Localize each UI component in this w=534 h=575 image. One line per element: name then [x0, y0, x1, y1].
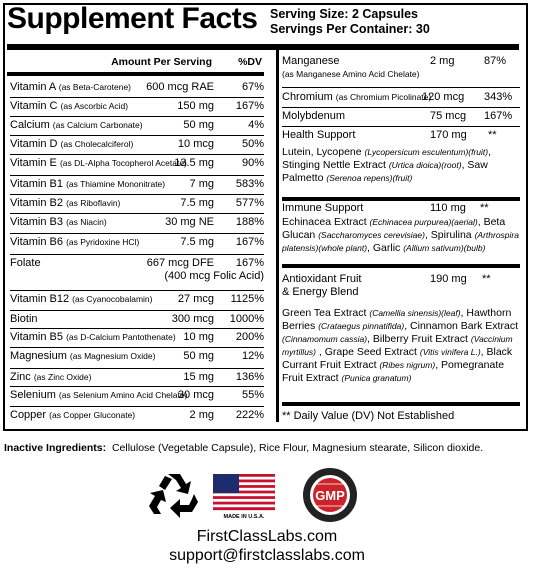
blend-amount: 110 mg	[430, 202, 466, 214]
blend-dv: **	[482, 273, 491, 285]
flag-canton	[213, 474, 239, 493]
nutrient-row	[10, 290, 264, 311]
inactive-text: Cellulose (Vegetable Capsule), Rice Flour, Magnesium stearate, Silicon dioxide.	[111, 442, 484, 454]
nutrient-source: (as Zinc Oxide)	[33, 372, 92, 382]
nutrient-dv: 167%	[235, 100, 264, 112]
row-molybdenum	[282, 108, 520, 126]
nutrient-source: (as Chromium Picolinate)	[335, 92, 432, 102]
nutrient-name: Molybdenum	[282, 110, 345, 122]
nutrient-dv: 55%	[241, 389, 264, 401]
blend-name-line2: & Energy Blend	[282, 286, 359, 298]
gmp-seal-icon	[302, 467, 358, 523]
nutrient-source: (as Cyanocobalamin)	[72, 294, 153, 304]
nutrient-amount: 300 mcg	[171, 313, 214, 325]
ingredient-text: , Black Currant Fruit Extract	[282, 346, 513, 371]
nutrient-row	[10, 194, 264, 214]
nutrient-amount-note: (400 mcg Folic Acid)	[164, 270, 264, 282]
ingredient-text: , Grape Seed Extract	[316, 346, 420, 358]
nutrient-amount: 7.5 mg	[180, 236, 214, 248]
nutrient-amount: 600 mcg RAE	[146, 81, 214, 93]
gmp-text: GMP	[315, 488, 345, 503]
nutrient-name: Vitamin C	[10, 100, 58, 112]
nutrient-dv: 4%	[248, 119, 264, 131]
blend-ingredients	[282, 146, 520, 185]
ingredient-botanical: (Camellia sinensis)(leaf)	[369, 308, 461, 318]
nutrient-dv: 167%	[235, 236, 264, 248]
nutrient-amount: 150 mg	[177, 100, 214, 112]
nutrient-name: Zinc	[10, 371, 31, 383]
nutrient-amount: 15 mg	[183, 371, 214, 383]
support-email[interactable]: support@firstclasslabs.com	[169, 547, 365, 564]
nutrient-source: (as Calcium Carbonate)	[52, 120, 143, 130]
nutrient-dv: 1000%	[229, 313, 264, 325]
blend-name: Immune Support	[282, 202, 364, 214]
nutrient-row	[10, 406, 264, 425]
nutrient-amount: 120 mcg	[422, 91, 465, 103]
nutrient-name: Vitamin B12	[10, 293, 70, 305]
blend-name: Health Support	[282, 129, 356, 141]
row-health-support	[282, 127, 520, 197]
ingredient-botanical: (Crataegus pinnatifida)	[318, 321, 405, 331]
ingredient-text: Echinacea Extract	[282, 216, 370, 228]
amount-header: Amount Per Serving	[111, 56, 212, 68]
flag-caption: MADE IN U.S.A.	[223, 514, 265, 520]
nutrient-name: Vitamin E	[10, 157, 57, 169]
ingredient-text: , Beta Glucan	[282, 216, 506, 241]
blend-ingredients	[282, 307, 520, 385]
ingredient-botanical: (Vitis vinifera L.)	[419, 347, 481, 357]
nutrient-source: (as Cholecalciferol)	[60, 139, 134, 149]
nutrient-row	[10, 368, 264, 387]
nutrient-row	[10, 213, 264, 234]
blend-dv: **	[488, 129, 497, 141]
nutrient-source: (as Selenium Amino Acid Chelate)	[58, 390, 188, 400]
nutrient-source: (as Niacin)	[66, 217, 107, 227]
nutrient-amount: 30 mcg	[177, 389, 214, 401]
ingredient-botanical: (Cinnamomum cassia)	[282, 334, 368, 344]
nutrient-row	[10, 233, 264, 255]
ingredient-text: Stinging Nettle Extract	[282, 159, 389, 171]
nutrient-amount: 2 mg	[430, 55, 455, 67]
nutrient-amount: 50 mg	[183, 119, 214, 131]
nutrient-source: (as Pyridoxine HCl)	[66, 237, 140, 247]
ingredient-text: Green Tea Extract	[282, 307, 370, 319]
nutrient-amount: 10 mg	[183, 331, 214, 343]
nutrient-name: Vitamin A	[10, 81, 56, 93]
column-divider	[276, 49, 279, 422]
ingredient-botanical: (Saccharomyces cerevisiae)	[318, 230, 425, 240]
nutrient-name: Vitamin D	[10, 138, 58, 150]
nutrient-name: Vitamin B3	[10, 216, 63, 228]
ingredient-botanical: (Ribes nigrum)	[379, 360, 436, 370]
nutrient-dv: 90%	[241, 157, 264, 169]
ingredient-botanical: (Vaccinium myrtillus)	[282, 334, 513, 357]
row-chromium	[282, 89, 520, 107]
ingredient-botanical: (Lycopersicum esculentum)(fruit)	[364, 147, 489, 157]
ingredient-text: ,	[488, 146, 492, 158]
nutrient-source: (as Ascorbic Acid)	[60, 101, 129, 111]
nutrient-amount: 75 mcg	[430, 110, 467, 122]
website-link[interactable]: FirstClassLabs.com	[196, 528, 338, 545]
nutrient-amount: 50 mg	[183, 350, 214, 362]
nutrient-name: Folate	[10, 257, 41, 269]
flag-stripe	[213, 502, 275, 505]
nutrient-amount: 2 mg	[189, 409, 214, 421]
nutrient-amount: 30 mg NE	[165, 216, 214, 228]
nutrient-name: Biotin	[10, 313, 38, 325]
ingredient-botanical: (Serenoa repens)(fruit)	[326, 173, 413, 183]
column-header	[10, 56, 262, 69]
row-immune-support	[282, 200, 520, 260]
nutrient-name: Vitamin B6	[10, 236, 63, 248]
dv-footnote: ** Daily Value (DV) Not Established	[282, 410, 455, 422]
nutrient-name: Magnesium	[10, 350, 67, 362]
nutrient-source: (as Riboflavin)	[66, 198, 121, 208]
thick-divider	[282, 402, 520, 406]
panel-title: Supplement Facts	[7, 2, 258, 35]
ingredient-text: , Spirulina	[424, 229, 475, 241]
dv-header: %DV	[238, 56, 262, 68]
ingredient-botanical: (Urtica dioica)(root)	[388, 160, 462, 170]
nutrient-dv: 136%	[235, 371, 264, 383]
serving-size: Serving Size: 2 Capsules	[270, 7, 418, 21]
nutrient-dv: 222%	[235, 409, 264, 421]
thick-divider	[282, 264, 520, 268]
nutrient-row	[10, 175, 264, 195]
nutrient-row	[10, 79, 264, 97]
nutrient-dv: 67%	[241, 81, 264, 93]
nutrient-dv: 167%	[484, 110, 513, 122]
nutrient-amount: 667 mcg DFE	[146, 257, 214, 269]
nutrient-source: (as D-Calcium Pantothenate)	[66, 332, 176, 342]
servings-per-container: Servings Per Container: 30	[270, 22, 430, 36]
nutrient-source: (as Manganese Amino Acid Chelate)	[282, 69, 420, 79]
nutrient-row	[10, 310, 264, 329]
header-rule	[7, 72, 264, 76]
recycle-icon	[148, 470, 200, 520]
blend-amount: 190 mg	[430, 273, 467, 285]
nutrient-row	[10, 347, 264, 369]
us-flag-icon	[213, 474, 275, 520]
nutrient-source: (as Thiamine Mononitrate)	[66, 179, 166, 189]
ingredient-text: , Bilberry Fruit Extract	[367, 333, 471, 345]
nutrient-name: Selenium	[10, 389, 56, 401]
flag-stripe	[213, 496, 275, 499]
nutrient-row	[10, 135, 264, 155]
nutrient-source: (as Magnesium Oxide)	[69, 351, 156, 361]
nutrient-name: Vitamin B5	[10, 331, 63, 343]
nutrient-row	[10, 97, 264, 117]
inactive-ingredients	[4, 442, 483, 454]
nutrient-row	[10, 328, 264, 348]
nutrient-dv: 583%	[235, 178, 264, 190]
ingredient-text: , Saw Palmetto	[282, 159, 488, 184]
blend-dv: **	[480, 202, 489, 214]
ingredient-text: , Hawthorn Berries	[282, 307, 512, 332]
nutrient-amount: 27 mcg	[177, 293, 214, 305]
nutrient-dv: 12%	[241, 350, 264, 362]
nutrient-row	[10, 116, 264, 136]
nutrient-row	[10, 154, 264, 176]
nutrient-name: Vitamin B2	[10, 197, 63, 209]
inactive-label: Inactive Ingredients:	[4, 442, 107, 454]
nutrient-name: Vitamin B1	[10, 178, 63, 190]
nutrient-row	[10, 386, 264, 407]
row-manganese	[282, 53, 520, 83]
nutrient-dv: 1125%	[230, 293, 264, 305]
row-antioxidant-blend	[282, 271, 520, 401]
nutrient-dv: 343%	[484, 91, 513, 103]
ingredient-botanical: (Arthrospira platensis)(whole plant)	[282, 230, 519, 253]
nutrient-source: (as Copper Gluconate)	[49, 410, 136, 420]
nutrient-dv: 87%	[484, 55, 507, 67]
ingredient-botanical: (Punica granatum)	[341, 373, 412, 383]
nutrient-source: (as DL-Alpha Tocopherol Acetate)	[59, 158, 187, 168]
flag-stripe	[213, 507, 275, 510]
nutrient-row	[10, 254, 264, 291]
blend-name: Antioxidant Fruit	[282, 273, 362, 285]
ingredient-text: , Cinnamon Bark Extract	[404, 320, 518, 332]
nutrient-amount: 10 mcg	[177, 138, 214, 150]
nutrient-dv: 577%	[235, 197, 264, 209]
nutrient-dv: 50%	[241, 138, 264, 150]
nutrient-dv: 200%	[235, 331, 264, 343]
nutrient-dv: 167%	[235, 257, 264, 269]
ingredient-text: Lutein, Lycopene	[282, 146, 365, 158]
ingredient-botanical: (Allium sativum)(bulb)	[403, 243, 486, 253]
blend-ingredients	[282, 216, 520, 255]
nutrient-amount: 7.5 mg	[180, 197, 214, 209]
nutrient-dv: 188%	[235, 216, 264, 228]
nutrient-name: Copper	[10, 409, 47, 421]
blend-amount: 170 mg	[430, 129, 467, 141]
nutrient-amount: 7 mg	[189, 178, 214, 190]
nutrient-source: (as Beta-Carotene)	[58, 82, 132, 92]
nutrient-amount: 13.5 mg	[174, 157, 214, 169]
ingredient-botanical: (Echinacea purpurea)(aerial)	[369, 217, 478, 227]
divider	[282, 87, 520, 88]
top-rule	[7, 44, 519, 50]
nutrient-name: Manganese	[282, 55, 340, 67]
nutrient-name: Calcium	[10, 119, 50, 131]
serving-info	[270, 7, 430, 37]
ingredient-text: , Garlic	[367, 242, 404, 254]
nutrient-name: Chromium	[282, 91, 333, 103]
ingredient-text: , Pomegranate Fruit Extract	[282, 359, 505, 384]
